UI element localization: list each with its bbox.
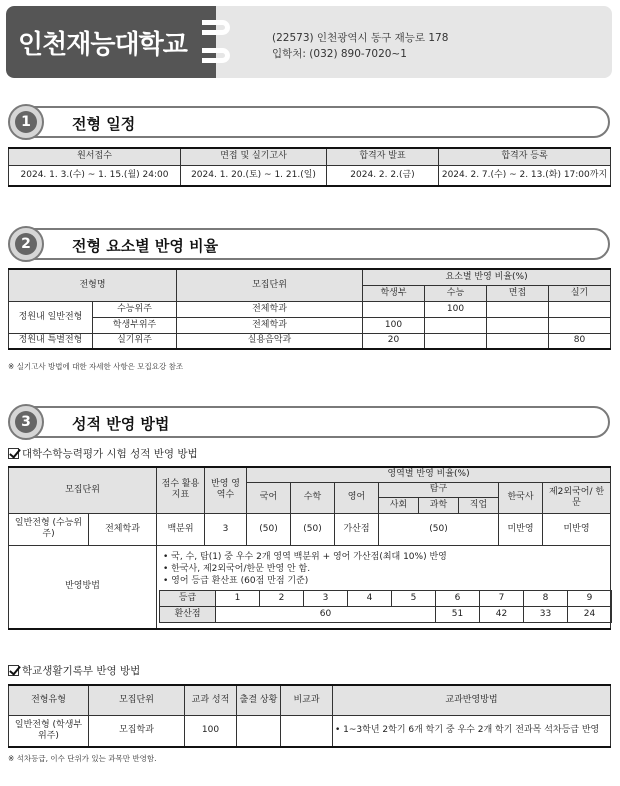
record-header: 전형유형	[9, 685, 89, 715]
csat-subject-header: 국어	[247, 482, 291, 513]
phone: 입학처: (032) 890-7020~1	[272, 48, 407, 60]
schedule-value: 2024. 2. 7.(수) ~ 2. 13.(화) 17:00까지	[439, 165, 611, 186]
table-row	[9, 301, 611, 317]
section-title: 전형 일정	[72, 115, 136, 133]
ratio-value	[425, 333, 487, 349]
ratio-sub: 학생부위주	[93, 317, 177, 333]
csat-tamgu-header: 직업	[459, 497, 499, 513]
csat-table	[8, 466, 611, 630]
ratio-value	[487, 333, 549, 349]
record-header: 출결 상황	[237, 685, 281, 715]
schedule-header: 합격자 등록	[439, 148, 611, 165]
ratio-header-unit: 모집단위	[177, 269, 363, 301]
table-row	[9, 513, 611, 545]
grade-cell: 1	[216, 590, 260, 606]
csat-subhead	[8, 446, 198, 461]
record-attend	[237, 715, 281, 747]
score-cell: 60	[216, 606, 436, 622]
record-method: • 1~3학년 2학기 6개 학기 중 우수 2개 학기 전과목 석차등급 반영	[333, 715, 611, 747]
csat-history: 미반영	[499, 513, 543, 545]
ratio-col-header: 학생부	[363, 285, 425, 301]
record-extra	[281, 715, 333, 747]
csat-header-index: 점수 활용 지표	[157, 467, 205, 513]
ratio-value	[487, 317, 549, 333]
contact-info	[272, 30, 448, 62]
school-name-box	[6, 6, 216, 78]
record-table	[8, 684, 611, 748]
csat-tamgu-header: 과학	[419, 497, 459, 513]
schedule-table	[8, 147, 611, 187]
csat-eng: 가산점	[335, 513, 379, 545]
section-3-heading	[8, 404, 610, 440]
csat-tamgu-header: 사회	[379, 497, 419, 513]
csat-type: 일반전형 (수능위주)	[9, 513, 89, 545]
csat-subject-header: 수학	[291, 482, 335, 513]
ratio-sub: 수능위주	[93, 301, 177, 317]
schedule-value: 2024. 2. 2.(금)	[327, 165, 439, 186]
ratio-unit: 실용음악과	[177, 333, 363, 349]
school-header	[6, 6, 612, 78]
english-grade-table	[159, 590, 612, 623]
score-cell: 42	[480, 606, 524, 622]
ratio-value	[487, 301, 549, 317]
method-line: • 영어 등급 환산표 (60점 만점 기준)	[163, 575, 309, 586]
record-header: 비교과	[281, 685, 333, 715]
csat-subject-header: 제2외국어/ 한문	[543, 482, 611, 513]
csat-header-ratio: 영역별 반영 비율(%)	[247, 467, 611, 482]
csat-unit: 전체학과	[89, 513, 157, 545]
schedule-value: 2024. 1. 3.(수) ~ 1. 15.(월) 24:00	[9, 165, 181, 186]
grade-cell: 7	[480, 590, 524, 606]
table-row	[9, 715, 611, 747]
csat-method-cell	[157, 545, 611, 629]
score-cell: 33	[524, 606, 568, 622]
ratio-value: 20	[363, 333, 425, 349]
section-number: 3	[15, 411, 37, 433]
csat-math: (50)	[291, 513, 335, 545]
method-line: • 국, 수, 탐(1) 중 우수 2개 영역 백분위 + 영어 가산점(최대 10%) 반영	[163, 551, 447, 562]
grade-cell: 8	[524, 590, 568, 606]
csat-subject-header: 탐구	[379, 482, 499, 497]
csat-index: 백분위	[157, 513, 205, 545]
section-number: 1	[15, 111, 37, 133]
csat-kor: (50)	[247, 513, 291, 545]
ratio-col-header: 수능	[425, 285, 487, 301]
record-subhead	[8, 663, 140, 678]
section-1-heading	[8, 104, 610, 140]
grade-label: 등급	[160, 590, 216, 606]
grade-cell: 9	[568, 590, 612, 606]
ratio-value: 100	[363, 317, 425, 333]
record-header: 모집단위	[89, 685, 185, 715]
ratio-col-header: 실기	[549, 285, 611, 301]
score-label: 환산점	[160, 606, 216, 622]
record-subhead-label: 학교생활기록부 반영 방법	[22, 665, 141, 677]
section-number: 2	[15, 233, 37, 255]
schedule-header: 합격자 발표	[327, 148, 439, 165]
table-row	[9, 317, 611, 333]
school-name: 인천재능대학교	[18, 30, 187, 60]
ratio-value	[549, 317, 611, 333]
csat-foreign: 미반영	[543, 513, 611, 545]
csat-subject-header: 한국사	[499, 482, 543, 513]
address: (22573) 인천광역시 동구 재능로 178	[272, 32, 449, 44]
ratio-col-header: 면접	[487, 285, 549, 301]
record-type: 일반전형 (학생부 위주)	[9, 715, 89, 747]
csat-count: 3	[205, 513, 247, 545]
checkbox-icon	[8, 448, 19, 459]
csat-subhead-label: 대학수학능력평가 시험 성적 반영 방법	[22, 448, 198, 460]
ratio-table	[8, 268, 611, 350]
grade-cell: 5	[392, 590, 436, 606]
binder-ring-icon	[202, 48, 230, 63]
ratio-group: 정원내 일반전형	[9, 301, 93, 333]
method-line: • 한국사, 제2외국어/한문 반영 안 함.	[163, 563, 311, 574]
record-header: 교과 성적	[185, 685, 237, 715]
schedule-header: 원서접수	[9, 148, 181, 165]
ratio-value	[425, 317, 487, 333]
ratio-value: 100	[425, 301, 487, 317]
table-row	[9, 545, 611, 629]
score-cell: 51	[436, 606, 480, 622]
csat-header-count: 반영 영역수	[205, 467, 247, 513]
ratio-unit: 전체학과	[177, 301, 363, 317]
table-row	[9, 333, 611, 349]
ratio-sub: 실기위주	[93, 333, 177, 349]
grade-cell: 2	[260, 590, 304, 606]
score-cell: 24	[568, 606, 612, 622]
csat-method-list	[159, 551, 608, 587]
ratio-header-type: 전형명	[9, 269, 177, 301]
record-header: 교과반영방법	[333, 685, 611, 715]
grade-cell: 6	[436, 590, 480, 606]
csat-header-unit: 모집단위	[9, 467, 157, 513]
section-2-heading	[8, 226, 610, 262]
binder-ring-icon	[202, 20, 230, 35]
csat-tamgu: (50)	[379, 513, 499, 545]
ratio-group: 정원내 특별전형	[9, 333, 93, 349]
ratio-value	[363, 301, 425, 317]
grade-cell: 4	[348, 590, 392, 606]
record-note: ※ 석차등급, 이수 단위가 있는 과목만 반영함.	[8, 754, 157, 763]
grade-cell: 3	[304, 590, 348, 606]
csat-subject-header: 영어	[335, 482, 379, 513]
checkbox-icon	[8, 665, 19, 676]
ratio-value	[549, 301, 611, 317]
ratio-note: ※ 실기고사 방법에 대한 자세한 사항은 모집요강 참조	[8, 362, 184, 371]
ratio-header-ratio: 요소별 반영 비율(%)	[363, 269, 611, 285]
record-grade: 100	[185, 715, 237, 747]
csat-method-label: 반영방법	[9, 545, 157, 629]
record-unit: 모집학과	[89, 715, 185, 747]
schedule-header: 면접 및 실기고사	[181, 148, 327, 165]
section-title: 성적 반영 방법	[72, 415, 170, 433]
ratio-value: 80	[549, 333, 611, 349]
section-title: 전형 요소별 반영 비율	[72, 237, 219, 255]
ratio-unit: 전체학과	[177, 317, 363, 333]
schedule-value: 2024. 1. 20.(토) ~ 1. 21.(일)	[181, 165, 327, 186]
